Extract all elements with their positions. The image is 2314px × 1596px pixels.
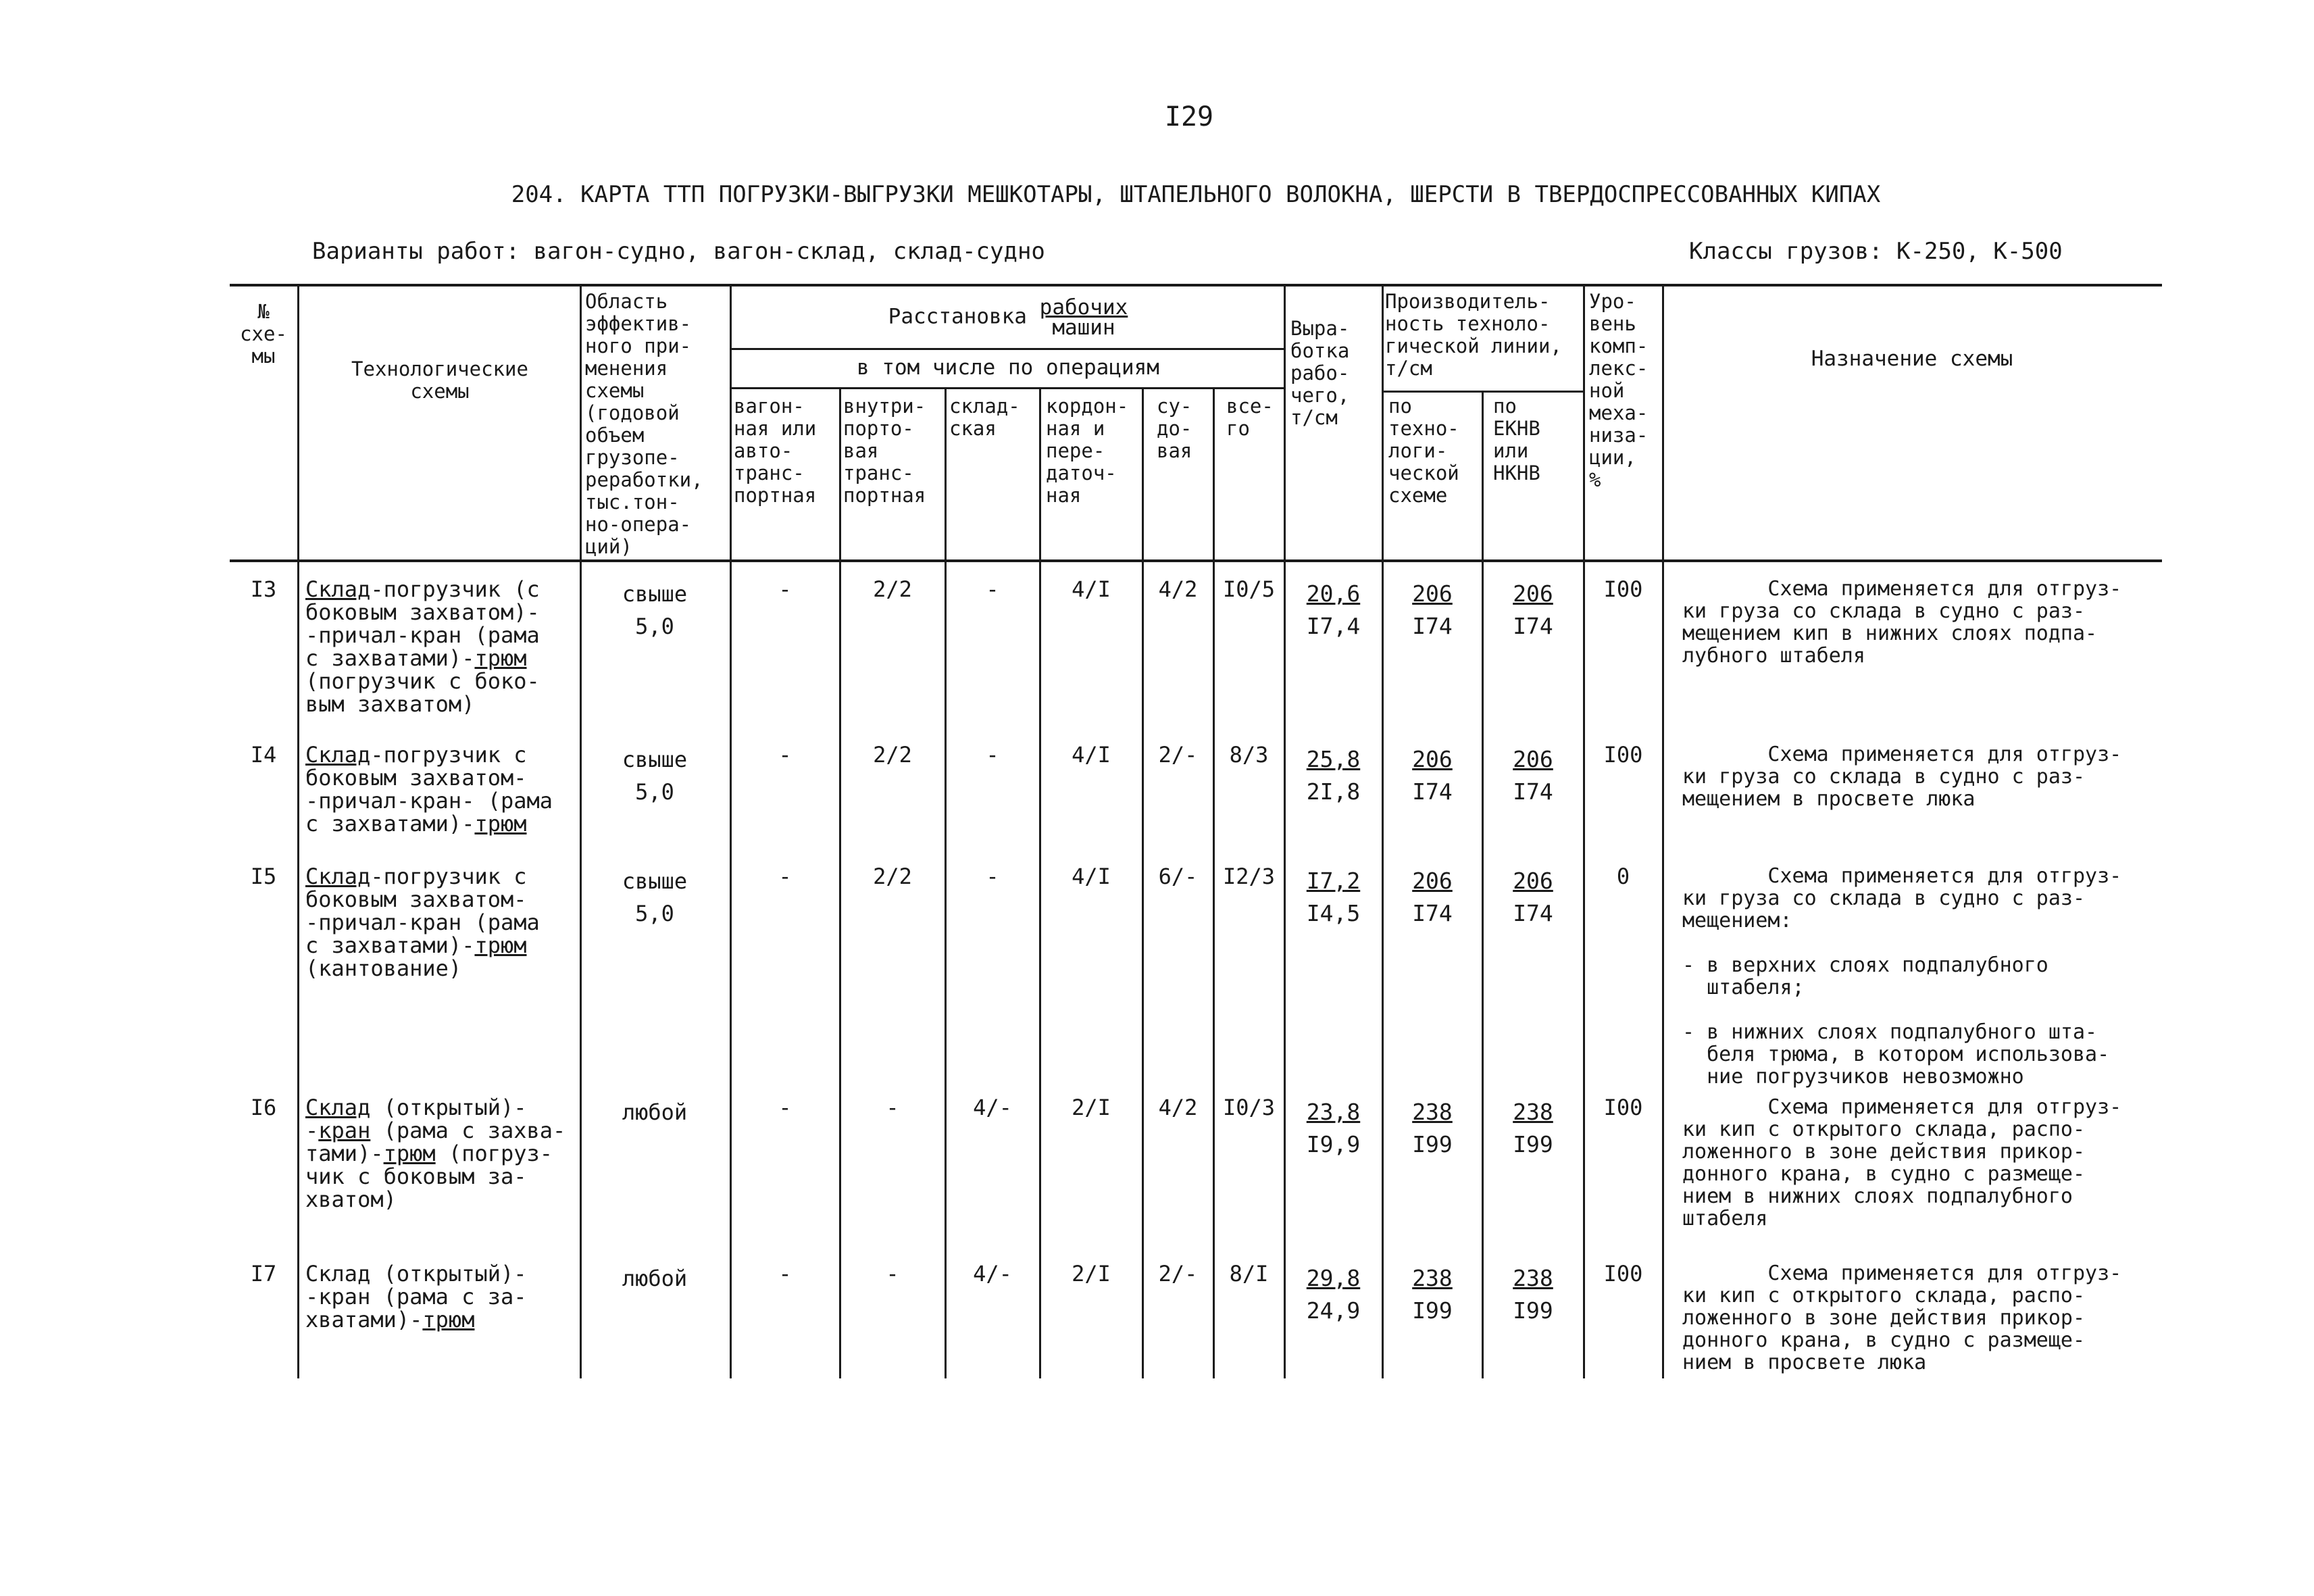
mechanization-level: I00 xyxy=(1603,742,1643,768)
worker-output xyxy=(1285,1262,1382,1327)
tech-scheme-line xyxy=(305,766,553,789)
prod-by-scheme xyxy=(1383,578,1482,643)
text-fragment: боковым захватом)- xyxy=(305,599,540,625)
text-fragment: хватами)- xyxy=(305,1307,423,1332)
text-fragment: -погрузчик (с xyxy=(370,576,540,602)
prod-by-ekhnv xyxy=(1483,865,1583,930)
op-total-value: I2/3 xyxy=(1222,864,1276,889)
tech-scheme-line xyxy=(305,670,540,693)
prod-by-ekhnv-numerator: 206 xyxy=(1513,868,1553,894)
worker-output-numerator: 20,6 xyxy=(1306,580,1361,607)
text-fragment: -причал-кран (рама xyxy=(305,622,540,648)
op-total-value: I0/5 xyxy=(1222,576,1276,602)
table-top-border xyxy=(230,284,2162,286)
underlined-term: кран xyxy=(318,1118,371,1143)
scheme-purpose: Схема применяется для отгруз- ки груза со склада в судно с раз- мещением кип в нижних слоях подпа- лубного штабеля xyxy=(1682,577,2122,668)
header-line-productivity: Производитель- ность техноло- гической линии, т/см xyxy=(1385,290,1562,380)
prod-by-ekhnv xyxy=(1483,578,1583,643)
op-total-value: 8/I xyxy=(1229,1261,1269,1287)
op-wagon-value: - xyxy=(778,1095,792,1120)
op-cordon-value: 2/I xyxy=(1072,1095,1111,1120)
worker-output-denominator: I7,4 xyxy=(1306,613,1361,639)
worker-output-numerator: 23,8 xyxy=(1306,1099,1361,1125)
op-internal-value: 2/2 xyxy=(873,742,912,768)
scheme-number: I4 xyxy=(250,742,277,768)
scheme-purpose: Схема применяется для отгруз- ки кип с открытого склада, распо- ложенного в зоне действия прикор- донного крана, в судно с размеще- нием в просвете люка xyxy=(1682,1262,2122,1374)
application-area: свыше 5,0 xyxy=(622,868,688,926)
worker-output-numerator: 29,8 xyxy=(1306,1265,1361,1291)
op-ship-value: 4/2 xyxy=(1158,576,1198,602)
tech-scheme-line xyxy=(305,1165,565,1188)
prod-by-scheme-numerator: 206 xyxy=(1412,746,1453,772)
header-prod-by-ekhnv: по ЕКНВ или НКНВ xyxy=(1493,395,1540,484)
tech-scheme-line xyxy=(305,789,553,812)
col-sep-9 xyxy=(1284,284,1286,1378)
cargo-classes: Классы грузов: К-250, К-500 xyxy=(1689,238,2063,265)
text-fragment: с захватами)- xyxy=(305,811,475,837)
prod-by-ekhnv-numerator: 238 xyxy=(1513,1265,1553,1291)
scheme-number: I7 xyxy=(250,1261,277,1287)
op-cordon-value: 4/I xyxy=(1072,864,1111,889)
placement-prefix: Расстановка xyxy=(888,304,1027,329)
text-fragment: -причал-кран (рама xyxy=(305,909,540,935)
text-fragment: -причал-кран- (рама xyxy=(305,788,553,814)
tech-scheme-line xyxy=(305,888,540,911)
tech-scheme-line xyxy=(305,1142,565,1165)
text-fragment: (кантование) xyxy=(305,955,462,981)
header-op-cordon: кордон- ная и пере- даточ- ная xyxy=(1046,395,1129,507)
tech-scheme xyxy=(305,578,540,716)
op-internal-value: - xyxy=(886,1261,899,1287)
op-wagon-value: - xyxy=(778,864,792,889)
application-area: свыше 5,0 xyxy=(622,581,688,639)
prod-by-scheme-denominator: I74 xyxy=(1412,613,1453,639)
op-warehouse-value: - xyxy=(986,742,999,768)
prod-by-scheme-denominator: I74 xyxy=(1412,778,1453,805)
op-warehouse-value: 4/- xyxy=(973,1095,1012,1120)
tech-scheme-line xyxy=(305,934,540,957)
underlined-term: Склад xyxy=(305,576,371,602)
prod-by-scheme-denominator: I99 xyxy=(1412,1297,1453,1324)
worker-output xyxy=(1285,578,1382,643)
tech-scheme xyxy=(305,1262,527,1331)
col-sep-3 xyxy=(730,284,732,1378)
text-fragment: боковым захватом- xyxy=(305,887,527,912)
header-scheme-purpose: Назначение схемы xyxy=(1811,347,2013,371)
underlined-term: Склад xyxy=(305,742,371,768)
worker-output-denominator: I9,9 xyxy=(1306,1131,1361,1157)
prod-by-scheme xyxy=(1383,743,1482,808)
header-incl-operations: в том числе по операциям xyxy=(857,355,1159,380)
placement-underlined: рабочих xyxy=(1039,295,1128,320)
mechanization-level: I00 xyxy=(1603,1095,1643,1120)
underlined-term: трюм xyxy=(383,1141,436,1166)
tech-scheme-line xyxy=(305,1119,565,1142)
prod-by-scheme-numerator: 206 xyxy=(1412,580,1453,607)
text-fragment: вым захватом) xyxy=(305,691,475,717)
work-variants: Варианты работ: вагон-судно, вагон-склад, склад-судно xyxy=(312,238,1045,265)
header-mechanization-level: Уро- вень комп- лекс- ной меха- низа- ции, % xyxy=(1589,290,1649,491)
tech-scheme-line xyxy=(305,1188,565,1211)
text-fragment: - xyxy=(305,1118,319,1143)
op-warehouse-value: - xyxy=(986,576,999,602)
op-wagon-value: - xyxy=(778,742,792,768)
underlined-term: трюм xyxy=(422,1307,475,1332)
op-ship-value: 2/- xyxy=(1158,742,1198,768)
prod-by-ekhnv-denominator: I99 xyxy=(1513,1297,1553,1324)
underlined-term: трюм xyxy=(474,645,527,671)
worker-output xyxy=(1285,1096,1382,1161)
col-sep-10 xyxy=(1382,284,1384,1378)
tech-scheme-line xyxy=(305,957,540,980)
worker-output-numerator: I7,2 xyxy=(1306,868,1361,894)
prod-by-ekhnv-denominator: I74 xyxy=(1513,613,1553,639)
op-wagon-value: - xyxy=(778,1261,792,1287)
tech-scheme xyxy=(305,743,553,835)
worker-output-numerator: 25,8 xyxy=(1306,746,1361,772)
prod-by-ekhnv-numerator: 206 xyxy=(1513,580,1553,607)
op-internal-value: 2/2 xyxy=(873,576,912,602)
application-area: любой xyxy=(622,1266,688,1291)
tech-scheme-line xyxy=(305,624,540,647)
op-total-value: I0/3 xyxy=(1222,1095,1276,1120)
op-internal-value: 2/2 xyxy=(873,864,912,889)
underlined-term: Склад xyxy=(305,1095,371,1120)
prod-by-scheme xyxy=(1383,1096,1482,1161)
op-ship-value: 4/2 xyxy=(1158,1095,1198,1120)
prod-by-ekhnv-denominator: I99 xyxy=(1513,1131,1553,1157)
worker-output-denominator: 24,9 xyxy=(1306,1297,1361,1324)
mechanization-level: I00 xyxy=(1603,576,1643,602)
prod-by-scheme xyxy=(1383,865,1482,930)
text-fragment: (погруз- xyxy=(435,1141,553,1166)
worker-output-denominator: 2I,8 xyxy=(1306,778,1361,805)
op-total-value: 8/3 xyxy=(1229,742,1269,768)
tech-scheme-line xyxy=(305,578,540,601)
prod-by-scheme-denominator: I74 xyxy=(1412,900,1453,926)
prod-by-scheme-numerator: 238 xyxy=(1412,1099,1453,1125)
tech-scheme-line xyxy=(305,865,540,888)
scheme-number: I3 xyxy=(250,576,277,602)
header-prod-by-scheme: по техно- логи- ческой схеме xyxy=(1388,395,1459,507)
prod-by-scheme-numerator: 206 xyxy=(1412,868,1453,894)
tech-scheme-line xyxy=(305,1262,527,1285)
prod-by-ekhnv-denominator: I74 xyxy=(1513,900,1553,926)
text-fragment: (открытый)- xyxy=(370,1095,527,1120)
scheme-purpose: Схема применяется для отгруз- ки кип с открытого склада, распо- ложенного в зоне действия прикор- донного крана, в судно с размеще- нием в нижних слоях подпалубного штабеля xyxy=(1682,1095,2122,1230)
incl-ops-line-bottom xyxy=(730,387,1284,389)
col-sep-1 xyxy=(297,284,299,1378)
header-op-total: все- го xyxy=(1226,395,1274,440)
header-machine-placement xyxy=(732,297,1284,338)
op-ship-value: 2/- xyxy=(1158,1261,1198,1287)
text-fragment: боковым захватом- xyxy=(305,765,527,791)
tech-scheme-line xyxy=(305,647,540,670)
op-wagon-value: - xyxy=(778,576,792,602)
underlined-term: трюм xyxy=(474,932,527,958)
mechanization-level: I00 xyxy=(1603,1261,1643,1287)
underlined-term: Склад xyxy=(305,864,371,889)
scheme-purpose: Схема применяется для отгруз- ки груза со склада в судно с раз- мещением в просвете люка xyxy=(1682,743,2122,811)
header-op-ship: су- до- вая xyxy=(1157,395,1192,462)
text-fragment: с захватами)- xyxy=(305,645,475,671)
col-sep-13 xyxy=(1662,284,1664,1378)
op-cordon-value: 4/I xyxy=(1072,576,1111,602)
header-op-wagon: вагон- ная или авто- транс- портная xyxy=(734,395,817,507)
text-fragment: (погрузчик с боко- xyxy=(305,668,540,694)
header-worker-output: Выра- ботка рабо- чего, т/см xyxy=(1290,317,1350,429)
tech-scheme-line xyxy=(305,601,540,624)
header-bottom-border xyxy=(230,559,2162,562)
text-fragment: чик с боковым за- xyxy=(305,1164,527,1189)
text-fragment: Склад (открытый)- xyxy=(305,1261,527,1287)
worker-output-denominator: I4,5 xyxy=(1306,900,1361,926)
text-fragment: -кран (рама с за- xyxy=(305,1284,527,1310)
document-title: 204. КАРТА ТТП ПОГРУЗКИ-ВЫГРУЗКИ МЕШКОТАРЫ, ШТАПЕЛЬНОГО ВОЛОКНА, ШЕРСТИ В ТВЕРДОСПРЕССОВАННЫХ КИПАХ xyxy=(511,181,1881,208)
placement-suffix: машин xyxy=(1052,316,1115,340)
text-fragment: -погрузчик с xyxy=(370,864,527,889)
op-cordon-value: 2/I xyxy=(1072,1261,1111,1287)
scheme-number: I6 xyxy=(250,1095,277,1120)
tech-scheme-line xyxy=(305,693,540,716)
tech-scheme xyxy=(305,1096,565,1211)
tech-scheme-line xyxy=(305,743,553,766)
tech-scheme-line xyxy=(305,911,540,934)
header-op-internal: внутри- порто- вая транс- портная xyxy=(843,395,926,507)
application-area: любой xyxy=(622,1099,688,1125)
worker-output xyxy=(1285,743,1382,808)
header-scheme-number: № схе- мы xyxy=(240,300,287,368)
header-tech-schemes: Технологические схемы xyxy=(351,357,528,403)
col-sep-12 xyxy=(1583,284,1585,1378)
prod-by-scheme-numerator: 238 xyxy=(1412,1265,1453,1291)
prod-by-scheme xyxy=(1383,1262,1482,1327)
header-op-warehouse: склад- ская xyxy=(949,395,1020,440)
tech-scheme-line xyxy=(305,1308,527,1331)
incl-ops-line-top xyxy=(730,348,1284,350)
op-ship-value: 6/- xyxy=(1158,864,1198,889)
text-fragment: -погрузчик с xyxy=(370,742,527,768)
op-warehouse-value: - xyxy=(986,864,999,889)
header-application-area: Область эффектив- ного при- менения схемы (годовой объем грузопе- реработки, тыс.тон- но-опера- ций) xyxy=(585,290,703,558)
prod-by-ekhnv xyxy=(1483,743,1583,808)
text-fragment: с захватами)- xyxy=(305,932,475,958)
tech-scheme xyxy=(305,865,540,980)
tech-scheme-line xyxy=(305,1285,527,1308)
page-number: I29 xyxy=(1164,101,1214,132)
prod-by-ekhnv-denominator: I74 xyxy=(1513,778,1553,805)
tech-scheme-line xyxy=(305,1096,565,1119)
prod-by-ekhnv xyxy=(1483,1262,1583,1327)
prod-by-ekhnv-numerator: 206 xyxy=(1513,746,1553,772)
prod-by-ekhnv-numerator: 238 xyxy=(1513,1099,1553,1125)
op-cordon-value: 4/I xyxy=(1072,742,1111,768)
prod-by-scheme-denominator: I99 xyxy=(1412,1131,1453,1157)
application-area: свыше 5,0 xyxy=(622,747,688,805)
scheme-number: I5 xyxy=(250,864,277,889)
op-warehouse-value: 4/- xyxy=(973,1261,1012,1287)
underlined-term: трюм xyxy=(474,811,527,837)
prod-by-ekhnv xyxy=(1483,1096,1583,1161)
col-sep-2 xyxy=(580,284,582,1378)
worker-output xyxy=(1285,865,1382,930)
text-fragment: (рама с захва- xyxy=(370,1118,566,1143)
tech-scheme-line xyxy=(305,812,553,835)
scheme-purpose: Схема применяется для отгруз- ки груза со склада в судно с раз- мещением: - в верхних слоях подпалубного штабеля; - в нижних слоях подпалубного шта- беля трюма, в котором использова- ние погрузчиков невозможно xyxy=(1682,864,2122,1089)
text-fragment: тами)- xyxy=(305,1141,384,1166)
op-internal-value: - xyxy=(886,1095,899,1120)
mechanization-level: 0 xyxy=(1616,864,1630,889)
text-fragment: хватом) xyxy=(305,1187,397,1212)
